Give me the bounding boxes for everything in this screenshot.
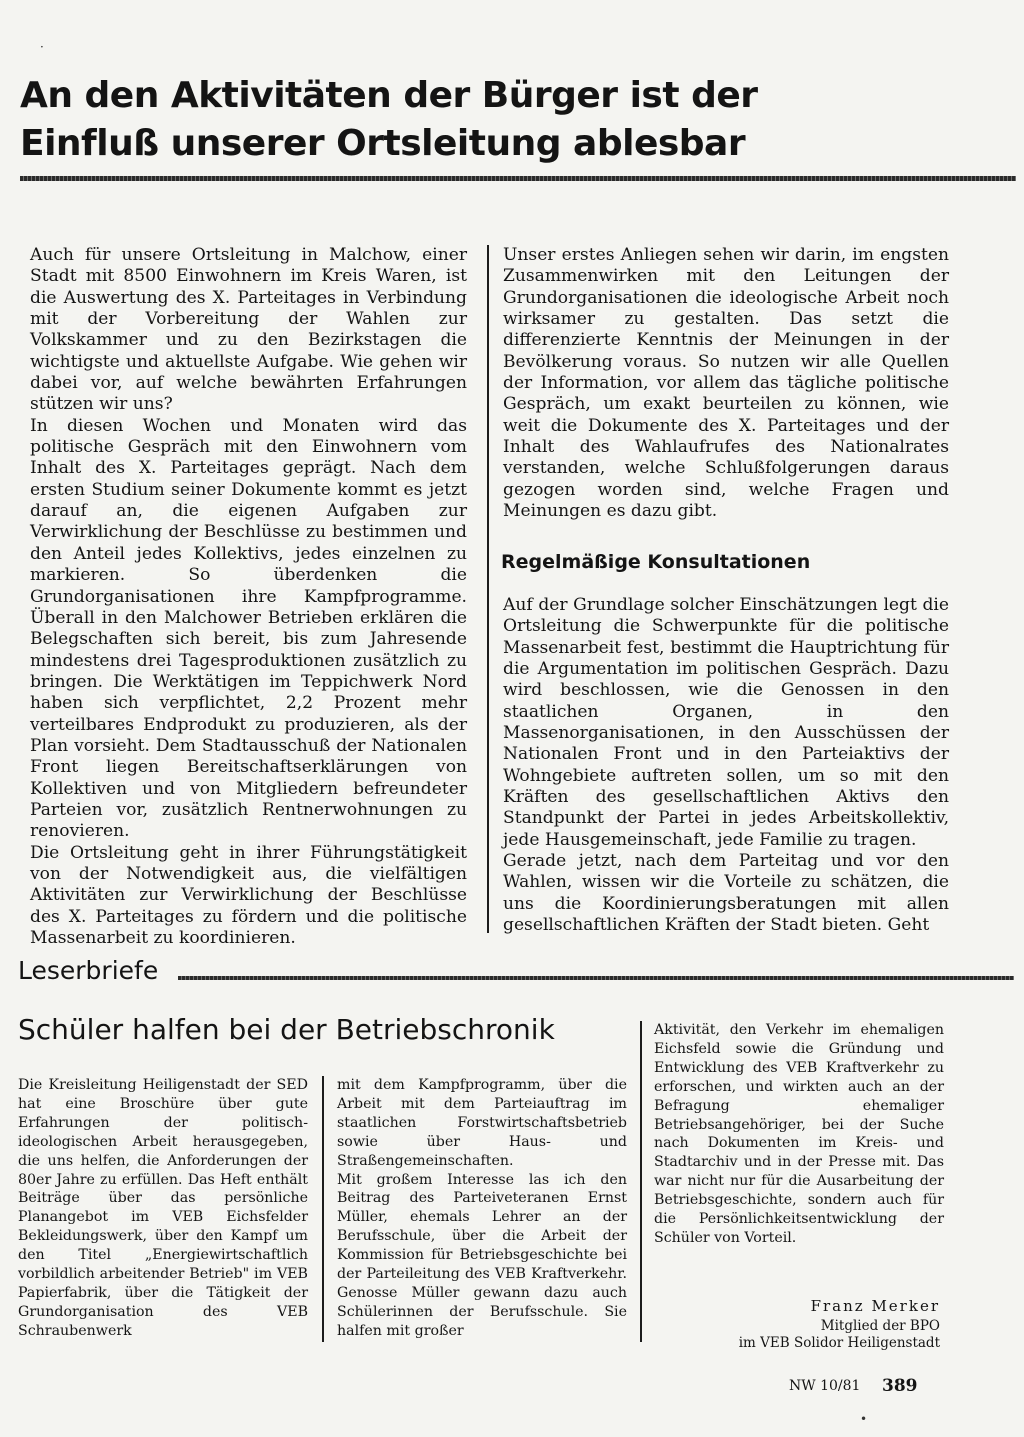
scan-speck: •: [860, 1412, 868, 1426]
page-number: 389: [882, 1376, 918, 1396]
letter-paragraph: mit dem Kampfprogramm, über die Arbeit mit dem Parteiauftrag im staatlichen Forstwirtschaftsbetrieb sowie über Haus- und Straßengemeinschaften.: [337, 1077, 627, 1169]
article-paragraph: Die Ortsleitung geht in ihrer Führungstätigkeit von der Notwendigkeit aus, die vielfältigen Aktivitäten zur Verwirklichung der Beschlüsse des X. Parteitages zu fördern und die politische Massenarbeit zu koordinieren.: [30, 842, 467, 948]
issue-number: NW 10/81: [789, 1378, 861, 1394]
letter-column-3: [654, 1021, 944, 1248]
article-paragraph: Auf der Grundlage solcher Einschätzungen legt die Ortsleitung die Schwerpunkte für die politische Massenarbeit fest, bestimmt die Hauptrichtung für die Argumentation im politischen Gespräch. Dazu wird beschlossen, wie die Genossen in den staatlichen Organen, in den Massenorganisationen, in den Ausschüssen der Nationalen Front und in den Parteiaktivs der Wohngebiete auftreten sollen, um so mit den Kräften des gesellschaftlichen Aktivs den Standpunkt der Partei in jedes Arbeitskollektiv, jede Hausgemeinschaft, jede Familie zu tragen.: [503, 595, 949, 850]
article-paragraph: Unser erstes Anliegen sehen wir darin, im engsten Zusammenwirken mit den Leitungen der Grundorganisationen die ideologische Arbeit noch wirksamer zu gestalten. Das setzt die differenzierte Kenntnis der Meinungen in der Bevölkerung voraus. So nutzen wir alle Quellen der Information, vor allem das tägliche politische Gespräch, um exakt beurteilen zu können, wie weit die Dokumente des X. Parteitages und der Inhalt des Wahlaufrufes des Nationalrates verstanden, welche Schlußfolgerungen daraus gezogen worden sind, welche Fragen und Meinungen es dazu gibt.: [503, 245, 949, 522]
headline-line-1: An den Aktivitäten der Bürger ist der: [20, 75, 758, 116]
signature-role: Mitglied der BPO: [820, 1318, 940, 1334]
article-paragraph: Gerade jetzt, nach dem Parteitag und vor den Wahlen, wissen wir die Vorteile zu schätzen, die uns die Koordinierungsberatungen mit allen gesellschaftlichen Kräften der Stadt bieten. Geht: [503, 851, 949, 936]
article-column-2: [503, 245, 949, 522]
column-divider: [322, 1076, 324, 1342]
section-rule: [178, 976, 1014, 980]
letter-title: Schüler halfen bei der Betriebschronik: [18, 1013, 555, 1046]
letter-paragraph: Aktivität, den Verkehr im ehemaligen Eichsfeld sowie die Gründung und Entwicklung des VEB Kraftverkehr zu erforschen, und wirkten auch an der Befragung ehemaliger Betriebsangehöriger, bei der Suche nach Dokumenten im Kreis- und Stadtarchiv und in der Presse mit. Das war nicht nur für die Ausarbeitung der Betriebsgeschichte, sondern auch für die Persönlichkeitsentwicklung der Schüler von Vorteil.: [654, 1022, 944, 1246]
article-column-1: [30, 245, 467, 949]
article-paragraph: Auch für unsere Ortsleitung in Malchow, einer Stadt mit 8500 Einwohnern im Kreis Waren, ist die Auswertung des X. Parteitages in Verbindung mit der Vorbereitung der Wahlen zur Volkskammer und zu den Bezirkstagen die wichtigste und aktuellste Aufgabe. Wie gehen wir dabei vor, auf welche bewährten Erfahrungen stützen wir uns?: [30, 245, 467, 415]
article-subheading: Regelmäßige Konsultationen: [501, 551, 811, 573]
headline-line-2: Einfluß unserer Ortsleitung ablesbar: [20, 123, 746, 164]
letter-column-2: [337, 1076, 627, 1341]
letter-paragraph: Die Kreisleitung Heiligenstadt der SED hat eine Broschüre über gute Erfahrungen der politisch-ideologischen Arbeit herausgegeben, die uns helfen, die Anforderungen der 80er Jahre zu erfüllen. Das Heft enthält Beiträge über das persönliche Planangebot im VEB Eichsfelder Bekleidungswerk, über den Kampf um den Titel „Energiewirtschaftlich vorbildlich arbeitender Betrieb" im VEB Papierfabrik, über die Tätigkeit der Grundorganisation des VEB Schraubenwerk: [18, 1077, 308, 1339]
signature-name: Franz Merker: [810, 1297, 940, 1315]
column-divider: [487, 245, 489, 933]
letter-column-1: [18, 1076, 308, 1341]
article-headline: [20, 72, 900, 168]
article-paragraph: In diesen Wochen und Monaten wird das politische Gespräch mit den Einwohnern vom Inhalt des X. Parteitages geprägt. Nach dem ersten Studium seiner Dokumente kommt es jetzt darauf an, die eigenen Aufgaben zur Verwirklichung der Beschlüsse zu bestimmen und den Anteil jedes Kollektivs, jedes einzelnen zu markieren. So überdenken die Grundorganisationen ihre Kampfprogramme. Überall in den Malchower Betrieben erklären die Belegschaften sich bereit, bis zum Jahresende mindestens drei Tagesproduktionen zusätzlich zu bringen. Die Werktätigen im Teppichwerk Nord haben sich verpflichtet, 2,2 Prozent mehr verteilbares Endprodukt zu produzieren, als der Plan vorsieht. Dem Stadtausschuß der Nationalen Front liegen Bereitschaftserklärungen von Kollektiven und von Mitgliedern befreundeter Parteien vor, zusätzlich Rentnerwohnungen zu renovieren.: [30, 415, 467, 842]
signature-affiliation: im VEB Solidor Heiligenstadt: [738, 1335, 940, 1351]
column-divider: [640, 1021, 642, 1342]
letter-paragraph: Mit großem Interesse las ich den Beitrag des Parteiveteranen Ernst Müller, ehemals Lehrer an der Berufsschule, über die Arbeit der Kommission für Betriebsgeschichte bei der Parteileitung des VEB Kraftverkehr. Genosse Müller gewann dazu auch Schülerinnen der Berufsschule. Sie halfen mit großer: [337, 1171, 627, 1339]
section-label: Leserbriefe: [18, 956, 159, 985]
headline-rule: [20, 176, 1016, 181]
article-column-2-continued: [503, 595, 949, 937]
scan-speck: ·: [40, 40, 44, 54]
